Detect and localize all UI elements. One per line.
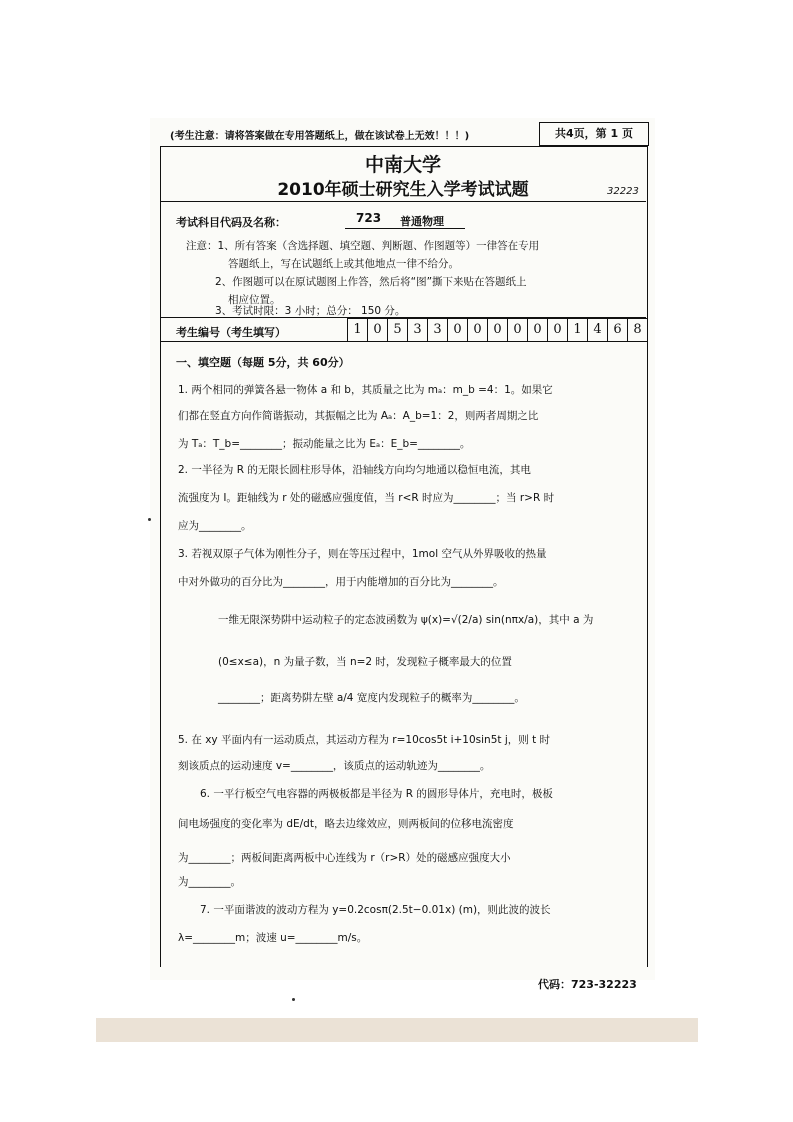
note-line: 3、考试时限：3 小时；总分： 150 分。 <box>215 305 406 317</box>
id-digit: 0 <box>527 318 548 342</box>
id-digit: 0 <box>467 318 488 342</box>
question-line: 流强度为 I。距轴线为 r 处的磁感应强度值，当 r<R 时应为________；当 r>R 时 <box>178 492 555 504</box>
id-digit: 6 <box>607 318 628 342</box>
question-line: 中对外做功的百分比为________，用于内能增加的百分比为________。 <box>178 576 504 588</box>
question-line: ________；距离势阱左壁 a/4 宽度内发现粒子的概率为________。 <box>218 692 525 704</box>
subject-name: 普通物理 <box>400 215 444 228</box>
scan-speck <box>148 518 151 521</box>
id-digit: 4 <box>587 318 608 342</box>
exam-title: 2010年硕士研究生入学考试试题 <box>277 180 529 200</box>
question-line: 为________；两板间距离两板中心连线为 r（r>R）处的磁感应强度大小 <box>178 852 511 864</box>
question-line: 2. 一半径为 R 的无限长圆柱形导体，沿轴线方向均匀地通以稳恒电流，其电 <box>178 464 531 476</box>
candidate-notice: (考生注意：请将答案做在专用答题纸上，做在该试卷上无效！！！) <box>170 131 470 142</box>
question-line: 3. 若视双原子气体为刚性分子，则在等压过程中，1mol 空气从外界吸收的热量 <box>178 548 547 560</box>
id-digit: 1 <box>347 318 368 342</box>
subject-label: 考试科目代码及名称： <box>176 216 286 229</box>
id-digit: 3 <box>427 318 448 342</box>
subject-code: 723 <box>356 211 382 225</box>
question-line: 一维无限深势阱中运动粒子的定态波函数为 ψ(x)=√(2/a) sin(nπx/a)，其中 a 为 <box>218 614 594 626</box>
id-digit: 5 <box>387 318 408 342</box>
id-digit: 0 <box>367 318 388 342</box>
question-line: 们都在竖直方向作简谐振动，其振幅之比为 Aₐ：A_b=1：2，则两者周期之比 <box>178 410 539 422</box>
id-digit: 0 <box>507 318 528 342</box>
subject-underline <box>345 228 465 229</box>
school-name: 中南大学 <box>364 154 441 176</box>
note-line: 答题纸上，写在试题纸上或其他地点一律不给分。 <box>228 258 459 270</box>
note-line: 注意：1、所有答案（含选择题、填空题、判断题、作图题等）一律答在专用 <box>186 240 540 252</box>
id-digit: 1 <box>567 318 588 342</box>
question-line: 间电场强度的变化率为 dE/dt，略去边缘效应，则两板间的位移电流密度 <box>178 818 514 830</box>
bottom-band <box>96 1018 698 1042</box>
id-digit: 0 <box>447 318 468 342</box>
question-line: 7. 一平面谐波的波动方程为 y=0.2cosπ(2.5t−0.01x) (m)，则此波的波长 <box>200 904 551 916</box>
scan-speck <box>292 998 295 1001</box>
section-heading: 一、填空题（每题 5分，共 60分） <box>176 356 350 369</box>
question-line: (0≤x≤a)，n 为量子数，当 n=2 时，发现粒子概率最大的位置 <box>218 656 512 668</box>
question-line: λ=________m；波速 u=________m/s。 <box>178 932 368 944</box>
footer-code: 代码：723-32223 <box>538 978 637 991</box>
note-line: 相应位置。 <box>228 294 281 306</box>
divider <box>160 341 646 342</box>
student-id-label: 考生编号（考生填写） <box>176 326 286 339</box>
question-line: 应为________。 <box>178 520 252 532</box>
note-line: 2、作图题可以在原试题图上作答，然后将“图”撕下来贴在答题纸上 <box>215 276 527 288</box>
student-id-boxes <box>348 318 648 342</box>
question-line: 为 Tₐ：T_b=________；振动能量之比为 Eₐ：E_b=________。 <box>178 438 471 450</box>
question-line: 刻该质点的运动速度 v=________，该质点的运动轨迹为________。 <box>178 760 491 772</box>
question-line: 为________。 <box>178 876 241 888</box>
id-digit: 0 <box>487 318 508 342</box>
id-digit: 0 <box>547 318 568 342</box>
page-info: 共4页，第 1 页 <box>539 122 649 146</box>
divider <box>160 201 646 202</box>
question-line: 6. 一平行板空气电容器的两极板都是半径为 R 的圆形导体片，充电时，极板 <box>200 788 553 800</box>
question-line: 5. 在 xy 平面内有一运动质点，其运动方程为 r=10cos5t i+10sin5t j，则 t 时 <box>178 734 551 746</box>
id-digit: 3 <box>407 318 428 342</box>
question-line: 1. 两个相同的弹簧各悬一物体 a 和 b，其质量之比为 mₐ：m_b =4：1。如果它 <box>178 384 553 396</box>
id-digit: 8 <box>627 318 648 342</box>
paper-code: 32223 <box>607 186 639 197</box>
